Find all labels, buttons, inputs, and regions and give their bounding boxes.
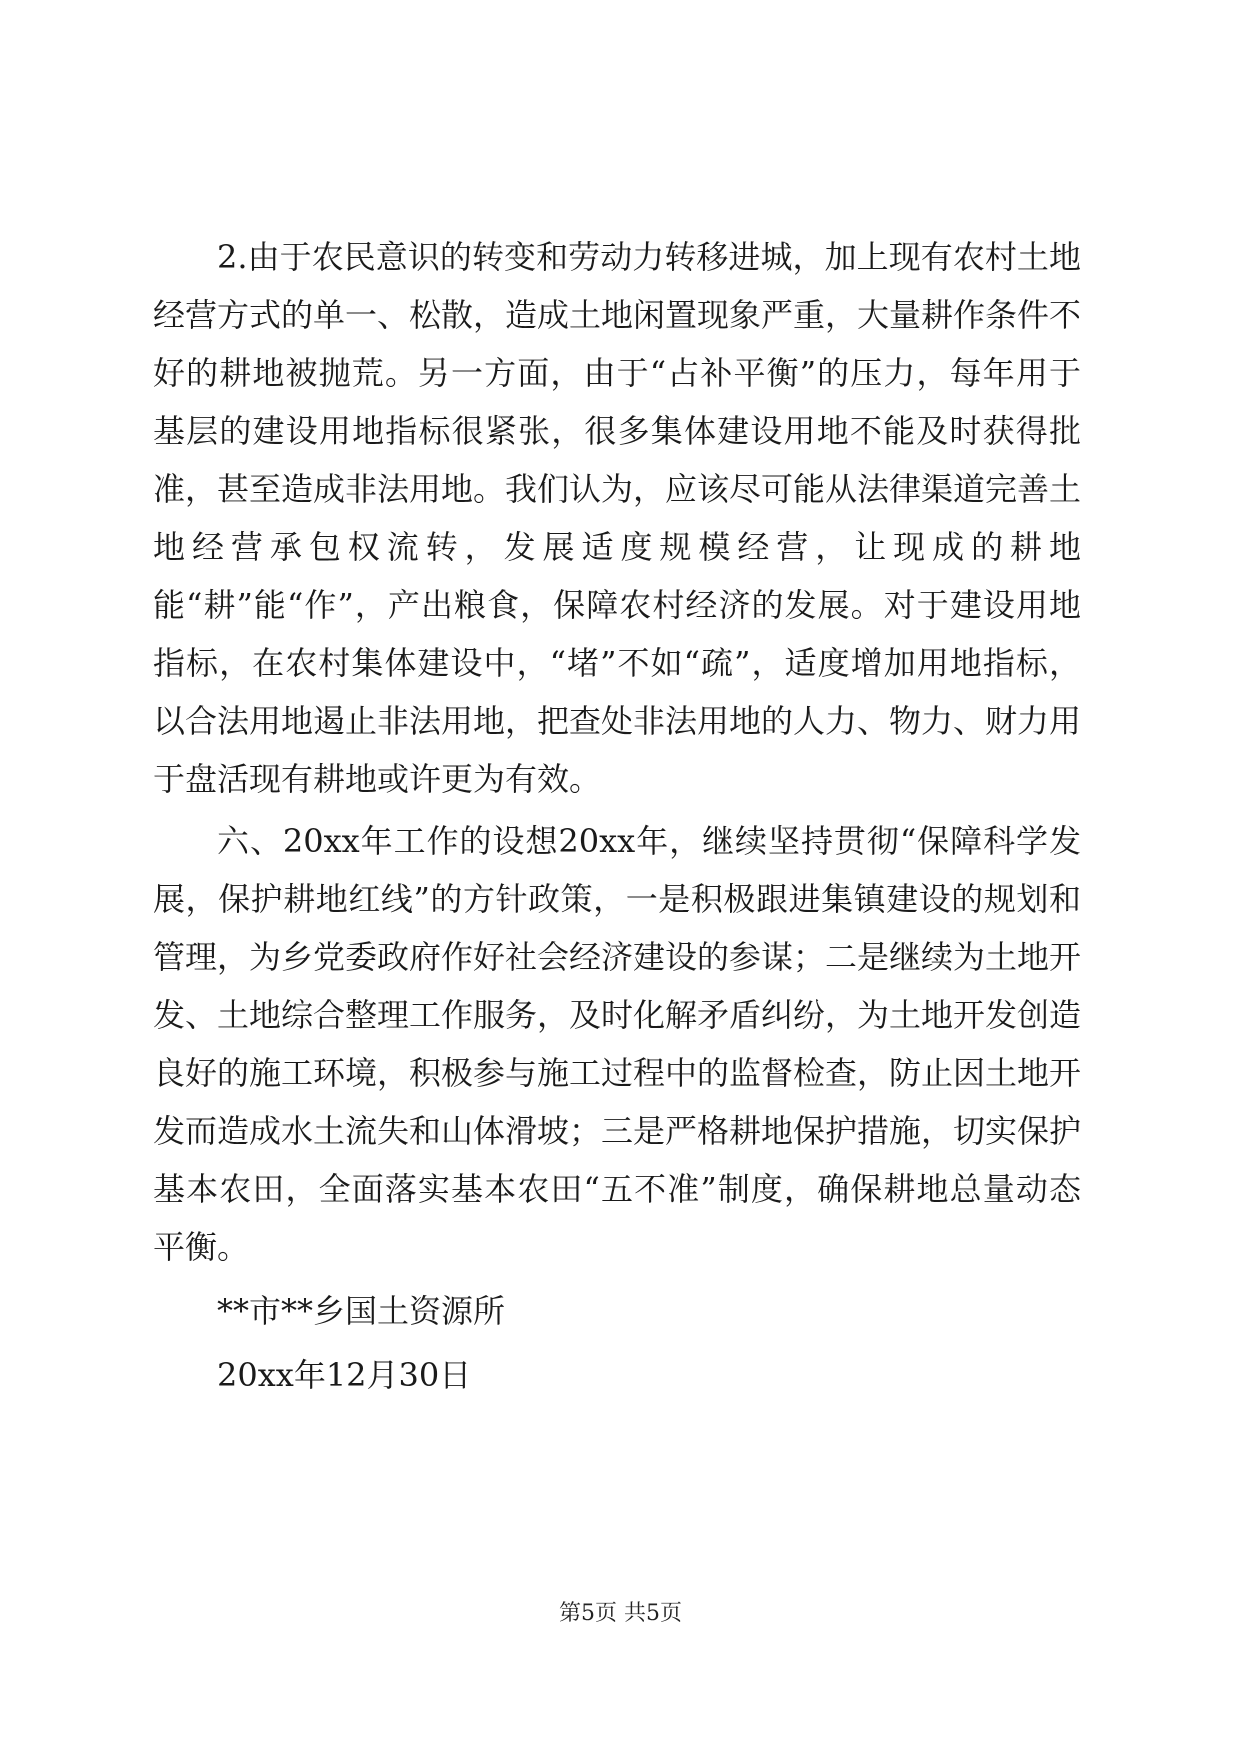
- signature-date: 20xx年12月30日: [217, 1356, 472, 1394]
- paragraph-issue-2: 2.由于农民意识的转变和劳动力转移进城，加上现有农村土地经营方式的单一、松散，造成土地闲置现象严重，大量耕作条件不好的耕地被抛荒。另一方面，由于“占补平衡”的压力，每年用于基层的建设用地指标很紧张，很多集体建设用地不能及时获得批准，甚至造成非法用地。我们认为，应该尽可能从法律渠道完善土地经营承包权流转，发展适度规模经营，让现成的耕地能“耕”能“作”，产出粮食，保障农村经济的发展。对于建设用地指标，在农村集体建设中，“堵”不如“疏”，适度增加用地指标，以合法用地遏止非法用地，把查处非法用地的人力、物力、财力用于盘活现有耕地或许更为有效。: [153, 238, 1082, 798]
- signature-organization: **市**乡国土资源所: [217, 1292, 506, 1330]
- document-body: [153, 228, 1081, 1404]
- paragraph-work-plan: 六、20xx年工作的设想20xx年，继续坚持贯彻“保障科学发展，保护耕地红线”的方针政策，一是积极跟进集镇建设的规划和管理，为乡党委政府作好社会经济建设的参谋；二是继续为土地开发、土地综合整理工作服务，及时化解矛盾纠纷，为土地开发创造良好的施工环境，积极参与施工过程中的监督检查，防止因土地开发而造成水土流失和山体滑坡；三是严格耕地保护措施，切实保护基本农田，全面落实基本农田“五不准”制度，确保耕地总量动态平衡。: [153, 822, 1082, 1266]
- page-footer: 第5页 共5页: [559, 1601, 682, 1626]
